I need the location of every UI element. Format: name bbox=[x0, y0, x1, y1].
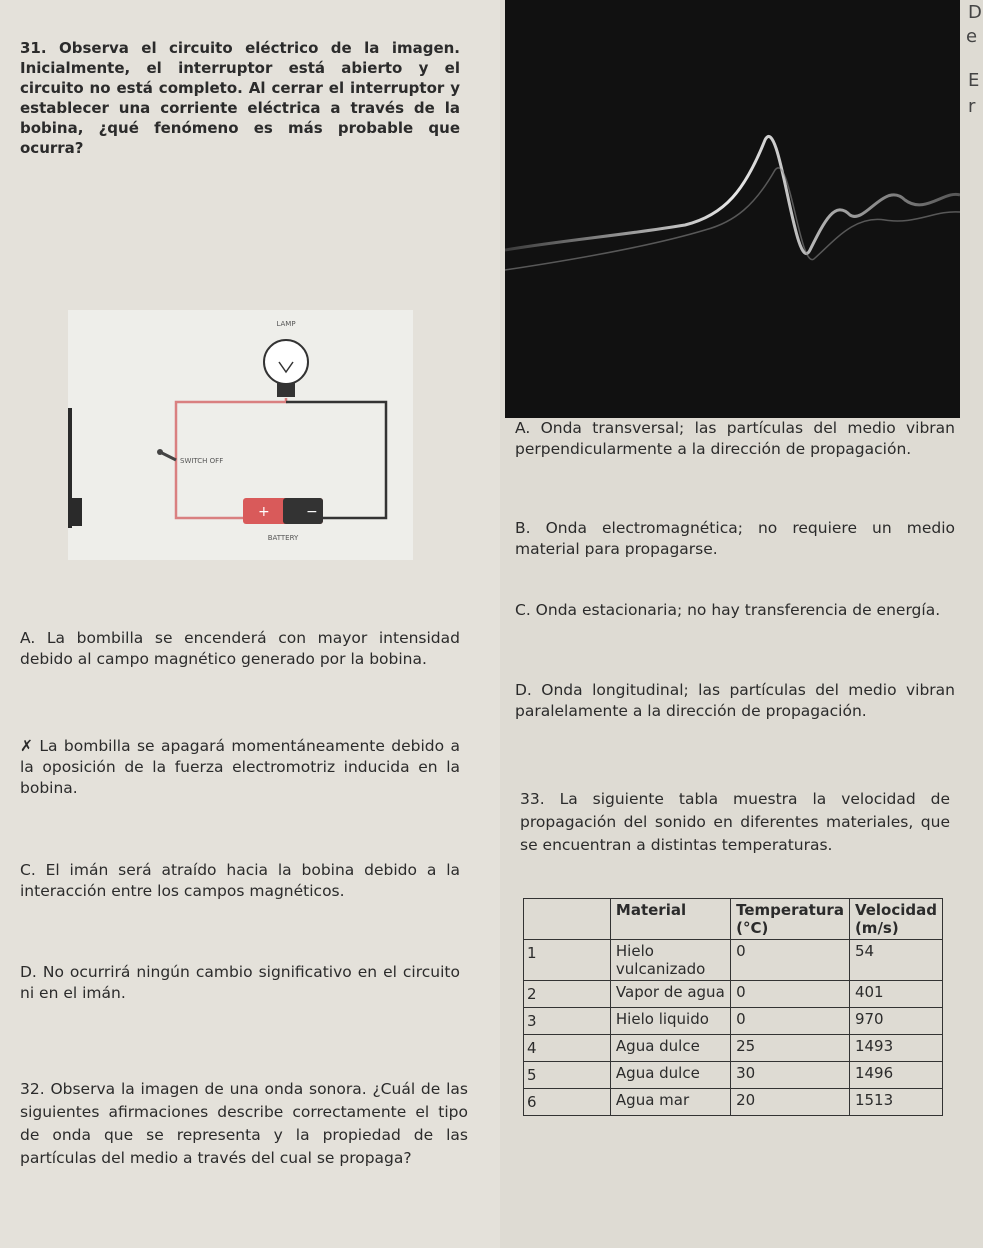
switch-pivot bbox=[157, 449, 163, 455]
q32-option-c: C. Onda estacionaria; no hay transferencia de energía. bbox=[515, 601, 941, 619]
q31-option-b-text: La bombilla se apagará momentáneamente debido a la oposición de la fuerza electromotriz inducida en la bobina. bbox=[20, 737, 460, 797]
edge-letter: e bbox=[966, 26, 978, 47]
edge-letter: r bbox=[968, 96, 976, 117]
table-header-row bbox=[524, 899, 943, 940]
row-speed: 54 bbox=[849, 940, 942, 981]
header-material: Material bbox=[610, 899, 730, 940]
row-material: Vapor de agua bbox=[610, 981, 730, 1008]
row-material: Hielo vulcanizado bbox=[610, 940, 730, 981]
q32-option-d: D. Onda longitudinal; las partículas del medio vibran paralelamente a la dirección de propagación. bbox=[515, 681, 955, 720]
row-number: 5 bbox=[524, 1062, 611, 1089]
row-number: 6 bbox=[524, 1089, 611, 1116]
header-number bbox=[524, 899, 611, 940]
lamp-bulb bbox=[264, 340, 308, 384]
row-material: Agua dulce bbox=[610, 1035, 730, 1062]
row-temperature: 0 bbox=[731, 981, 850, 1008]
table-row bbox=[524, 1035, 943, 1062]
row-speed: 1493 bbox=[849, 1035, 942, 1062]
table-row bbox=[524, 1008, 943, 1035]
q32-prompt: 32. Observa la imagen de una onda sonora. ¿Cuál de las siguientes afirmaciones describe correctamente el tipo de onda que se representa y la propiedad de las partículas del medio a través del cual se propaga? bbox=[20, 1080, 468, 1167]
header-speed: Velocidad (m/s) bbox=[849, 899, 942, 940]
q31-option-d: D. No ocurrirá ningún cambio significativo en el circuito ni en el imán. bbox=[20, 963, 460, 1002]
row-speed: 1513 bbox=[849, 1089, 942, 1116]
table-row bbox=[524, 1089, 943, 1116]
q31-option-a: A. La bombilla se encenderá con mayor intensidad debido al campo magnético generado por la bobina. bbox=[20, 629, 460, 668]
option-b-mark: ✗ bbox=[20, 737, 33, 755]
battery-minus: − bbox=[306, 504, 318, 520]
row-temperature: 0 bbox=[731, 1008, 850, 1035]
q31-prompt: 31. Observa el circuito eléctrico de la imagen. Inicialmente, el interruptor está abierto y el circuito no está completo. Al cerrar el interruptor y establecer una corriente eléctrica a través de la bobina, ¿qué fenómeno es más probable que ocurra? bbox=[20, 39, 460, 157]
q31-option-b bbox=[20, 736, 460, 799]
table-row bbox=[524, 1062, 943, 1089]
row-temperature: 20 bbox=[731, 1089, 850, 1116]
lamp-base bbox=[277, 383, 295, 397]
edge-letter: E bbox=[968, 70, 980, 91]
lamp-label: LAMP bbox=[276, 320, 296, 328]
table-row bbox=[524, 940, 943, 981]
q32-option-a: A. Onda transversal; las partículas del medio vibran perpendicularmente a la dirección de propagación. bbox=[515, 419, 955, 458]
q33-prompt: 33. La siguiente tabla muestra la velocidad de propagación del sonido en diferentes materiales, que se encuentran a distintas temperaturas. bbox=[520, 790, 950, 854]
row-speed: 970 bbox=[849, 1008, 942, 1035]
table-row bbox=[524, 981, 943, 1008]
sound-speed-table bbox=[523, 898, 943, 1116]
circuit-figure bbox=[68, 310, 413, 560]
row-temperature: 30 bbox=[731, 1062, 850, 1089]
row-number: 1 bbox=[524, 940, 611, 981]
q31-option-c: C. El imán será atraído hacia la bobina debido a la interacción entre los campos magnéticos. bbox=[20, 861, 460, 900]
row-speed: 401 bbox=[849, 981, 942, 1008]
row-material: Hielo liquido bbox=[610, 1008, 730, 1035]
q32-option-b: B. Onda electromagnética; no requiere un medio material para propagarse. bbox=[515, 519, 955, 558]
switch-label: SWITCH OFF bbox=[180, 457, 224, 465]
row-speed: 1496 bbox=[849, 1062, 942, 1089]
row-material: Agua dulce bbox=[610, 1062, 730, 1089]
row-number: 2 bbox=[524, 981, 611, 1008]
header-temperature: Temperatura (°C) bbox=[731, 899, 850, 940]
side-bar bbox=[68, 408, 72, 528]
row-number: 4 bbox=[524, 1035, 611, 1062]
battery-plus: + bbox=[258, 504, 270, 520]
row-material: Agua mar bbox=[610, 1089, 730, 1116]
row-number: 3 bbox=[524, 1008, 611, 1035]
battery-label: BATTERY bbox=[267, 534, 299, 542]
sound-wave-image bbox=[505, 0, 960, 418]
row-temperature: 0 bbox=[731, 940, 850, 981]
row-temperature: 25 bbox=[731, 1035, 850, 1062]
edge-letter: D bbox=[968, 2, 982, 23]
